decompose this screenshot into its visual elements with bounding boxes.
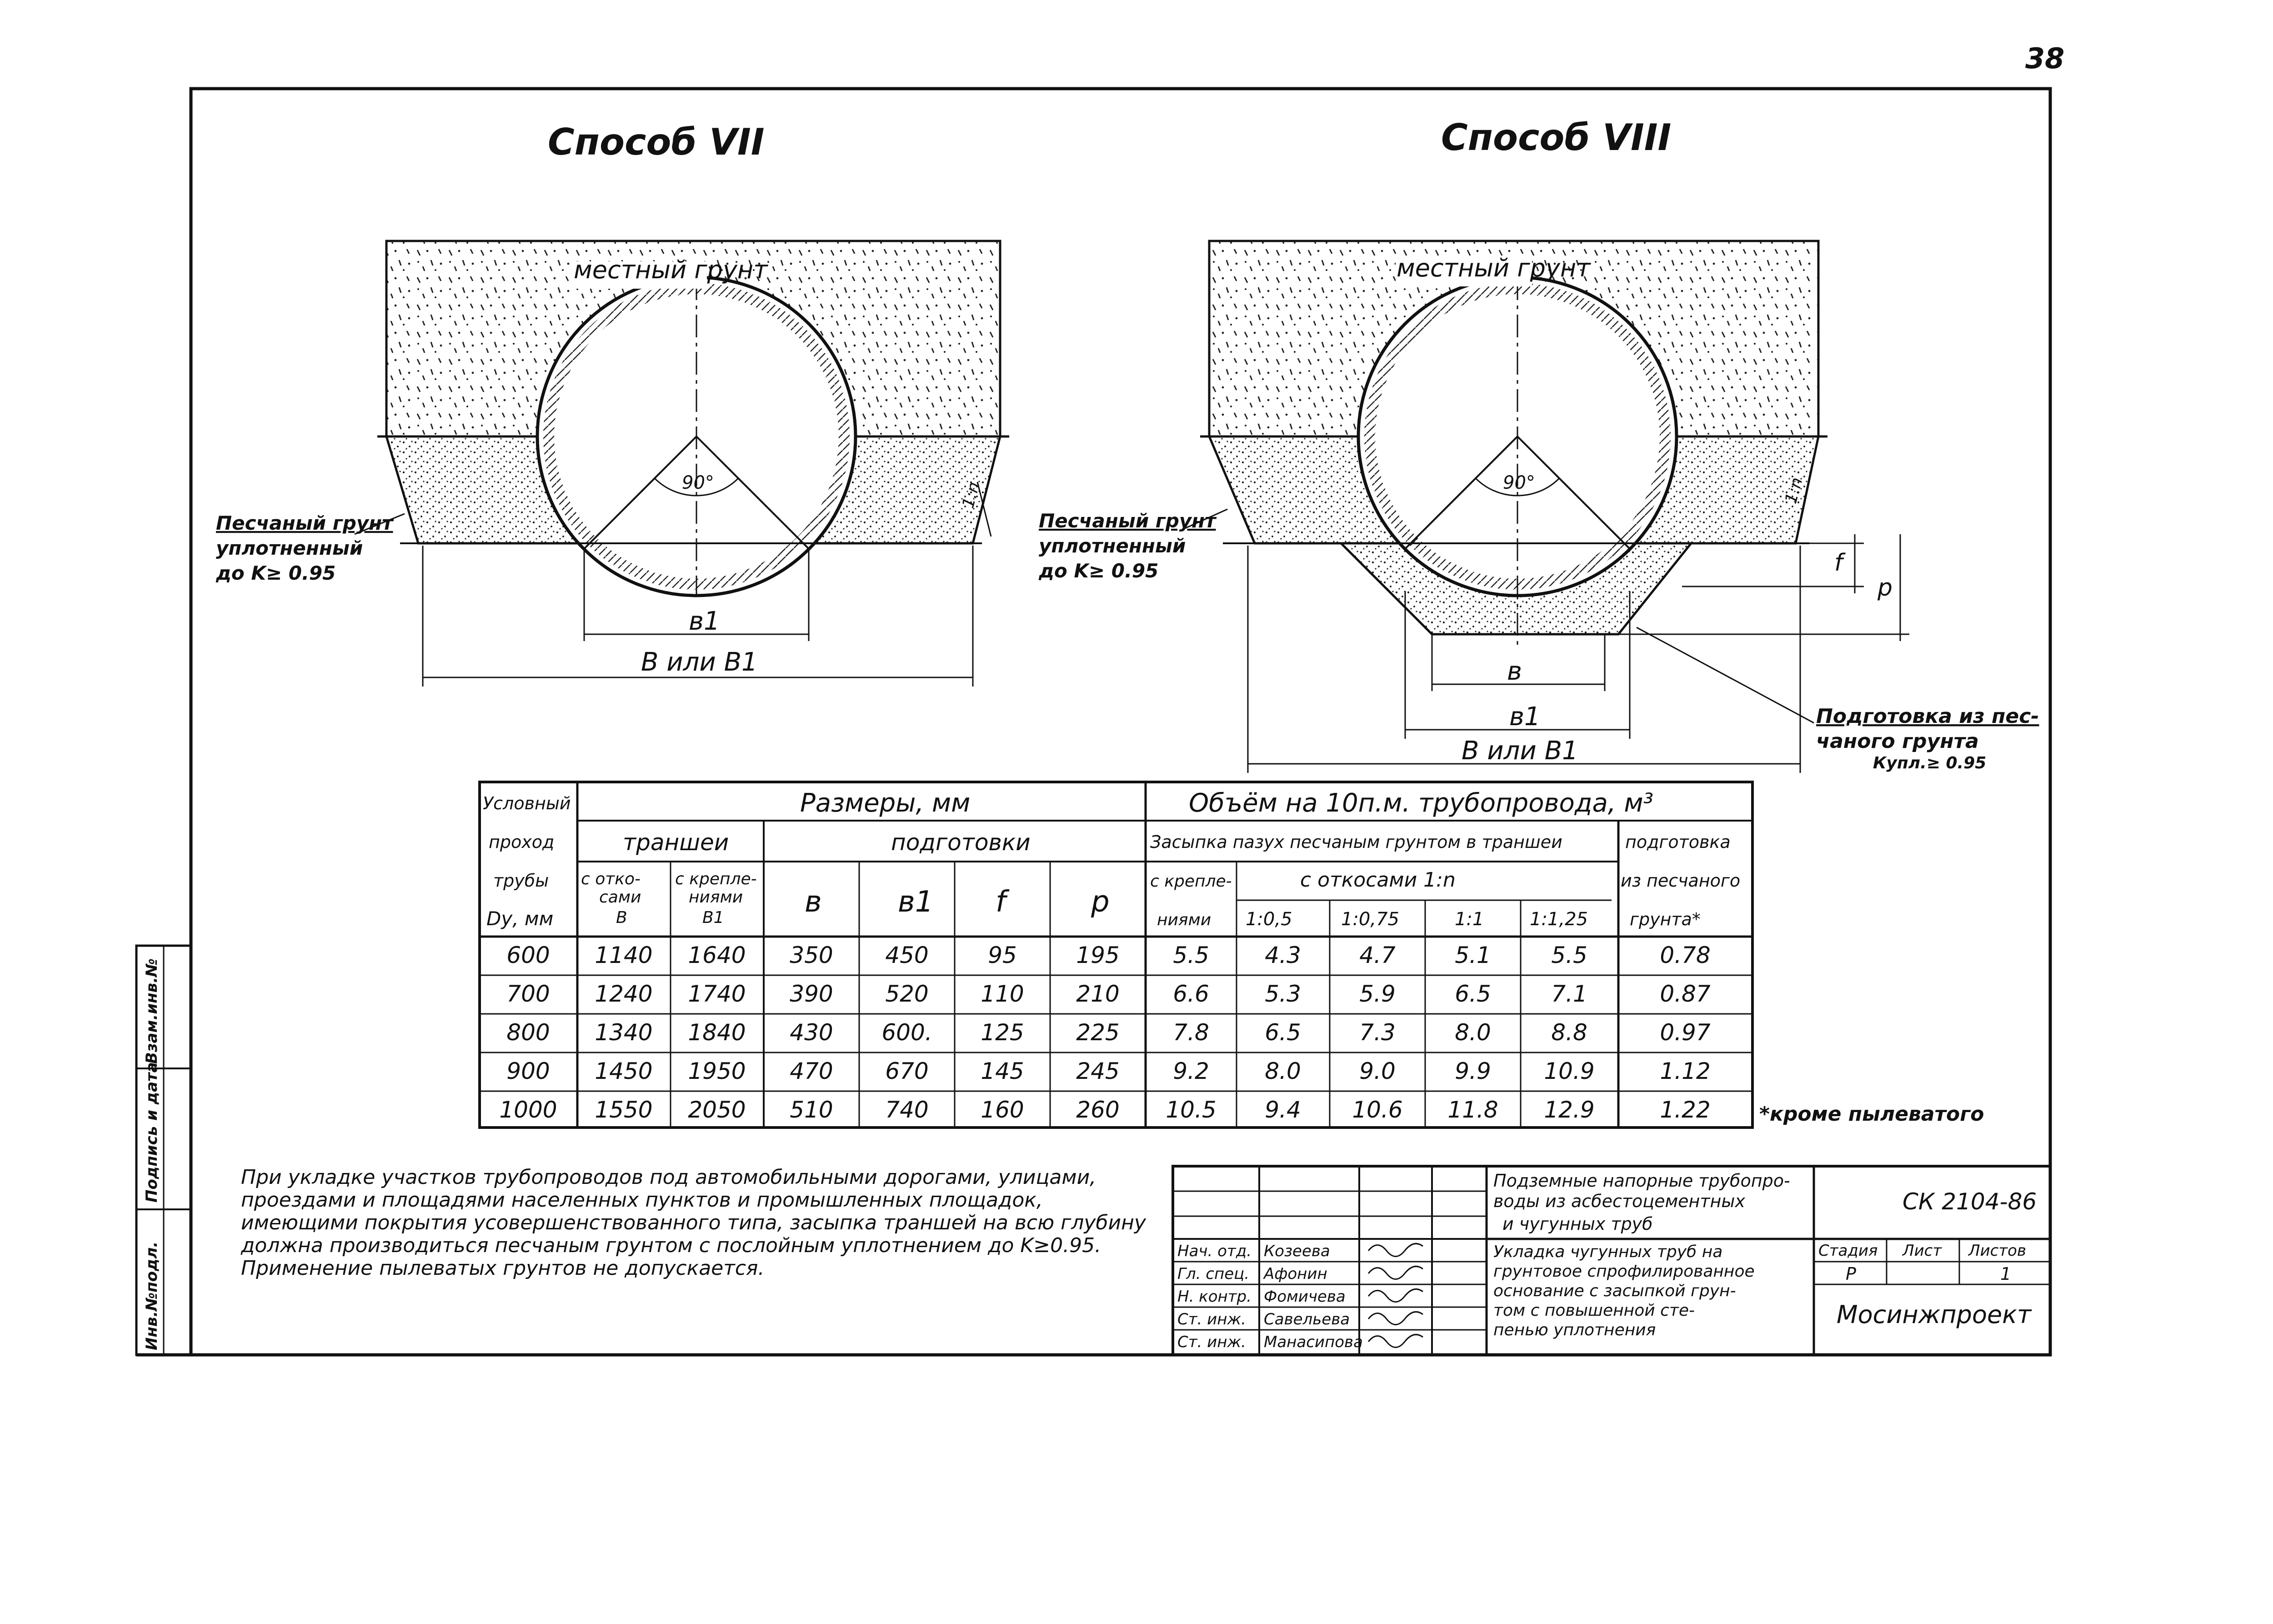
prep-label-3: Купл.≥ 0.95	[1873, 754, 1987, 772]
th-prepvol-2: из песчаного	[1621, 871, 1741, 891]
tb-role: Ст. инж.	[1177, 1310, 1246, 1328]
table-footnote: *кроме пылеватого	[1759, 1103, 1984, 1126]
th-backfill: Засыпка пазух песчаным грунтом в траншеи	[1150, 832, 1562, 852]
table-cell: 4.7	[1359, 942, 1396, 968]
table-cell: 1.12	[1660, 1058, 1711, 1084]
tb-desc-2: грунтовое спрофилированное	[1493, 1262, 1755, 1281]
table-cell: 6.6	[1173, 981, 1209, 1007]
table-cell: 6.5	[1455, 981, 1491, 1007]
table-cell: 9.4	[1265, 1097, 1301, 1123]
tb-code: СК 2104-86	[1903, 1188, 2037, 1215]
table-cell: 1000	[499, 1097, 557, 1123]
local-soil-label-2: местный грунт	[1397, 254, 1591, 282]
local-soil-label: местный грунт	[574, 256, 768, 284]
table-cell: 12.9	[1544, 1097, 1595, 1123]
installation-note: При укладке участков трубопроводов под автомобильными дорогами, улицами, проездами и площадями населенных пунктов и промышленных площадок, имеющими покрытия усовершенствованного типа, засыпка траншей на всю глубину должна производиться песчаным грунтом с послойным уплотнением до K≥0.95. Применение пылеватых грунтов не допускается.	[241, 1166, 1146, 1280]
table-cell: 670	[885, 1058, 929, 1084]
th-with-slopes: с откосами 1:n	[1300, 868, 1456, 892]
table-cell: 1450	[595, 1058, 653, 1084]
tb-sheets: 1	[2000, 1264, 2012, 1284]
table-cell: 2050	[688, 1097, 746, 1123]
tb-signature	[1368, 1334, 1423, 1347]
tb-name: Савельева	[1264, 1310, 1350, 1328]
tb-stage-label: Стадия	[1818, 1242, 1878, 1260]
table-cell: 520	[885, 981, 929, 1007]
th-s4: 1:1,25	[1530, 909, 1588, 930]
table-cell: 9.0	[1359, 1058, 1396, 1084]
dim-f: f	[1834, 549, 1843, 576]
table-cell: 9.2	[1173, 1058, 1209, 1084]
th-prep: подготовки	[891, 829, 1031, 856]
table-cell: 195	[1076, 942, 1120, 968]
sand-label-4: Песчаный грунт	[1039, 510, 1216, 532]
tb-role: Нач. отд.	[1177, 1242, 1252, 1260]
slope-label: 1:n	[959, 480, 984, 511]
dim-b-2: в	[1507, 657, 1522, 686]
th-cond-2: проход	[489, 832, 555, 852]
table-cell: 350	[790, 942, 833, 968]
table-cell: 0.87	[1660, 981, 1711, 1007]
prep-label-2: чаного грунта	[1816, 730, 1979, 753]
table-cell: 600.	[881, 1019, 932, 1046]
method-8-title: Способ VIII	[1441, 116, 1672, 159]
th-p: p	[1091, 885, 1110, 919]
dim-B-2: B или B1	[1462, 736, 1578, 766]
table-cell: 245	[1076, 1058, 1120, 1084]
table-body	[499, 942, 1710, 1123]
table-cell: 10.9	[1544, 1058, 1595, 1084]
table-cell: 4.3	[1265, 942, 1301, 968]
th-prepvol-3: грунта*	[1630, 909, 1701, 929]
tb-desc-1: Укладка чугунных труб на	[1493, 1243, 1723, 1261]
th-trench: траншеи	[623, 829, 729, 856]
table-cell: 160	[981, 1097, 1024, 1123]
tb-signature	[1368, 1312, 1423, 1324]
tb-name: Козеева	[1264, 1242, 1330, 1260]
th-cond-3: трубы	[493, 871, 549, 891]
tb-signature	[1368, 1266, 1423, 1279]
table-cell: 1950	[688, 1058, 746, 1084]
sand-label-1: Песчаный грунт	[216, 512, 393, 534]
th-cond-1: Условный	[483, 793, 571, 813]
tb-desc-4: том с повышенной сте-	[1493, 1301, 1695, 1320]
table-cell: 5.3	[1265, 981, 1301, 1007]
tb-signature	[1368, 1289, 1423, 1302]
dim-b1: в1	[689, 606, 720, 636]
tb-role: Гл. спец.	[1177, 1265, 1250, 1283]
angle-label: 90°	[682, 472, 714, 493]
stamp-original-no: Инв.№подл.	[143, 1241, 161, 1350]
th-f: f	[996, 885, 1006, 919]
table-cell: 110	[981, 981, 1024, 1007]
table-cell: 11.8	[1447, 1097, 1498, 1123]
table-cell: 8.8	[1551, 1019, 1587, 1046]
th-b: в	[805, 885, 822, 919]
sand-label-5: уплотненный	[1039, 535, 1186, 557]
table-cell: 7.1	[1551, 981, 1587, 1007]
table-cell: 900	[506, 1058, 550, 1084]
table-header	[483, 788, 1740, 930]
dim-b1-2: в1	[1509, 702, 1541, 732]
th-s2: 1:0,75	[1341, 909, 1399, 930]
table-cell: 1740	[688, 981, 746, 1007]
table-cell: 1140	[595, 942, 653, 968]
table-cell: 225	[1076, 1019, 1120, 1046]
table-cell: 450	[885, 942, 929, 968]
table-cell: 95	[988, 942, 1017, 968]
table-cell: 800	[506, 1019, 550, 1046]
stamp-replace-no: Взам.инв.№	[143, 958, 161, 1064]
table-cell: 210	[1076, 981, 1120, 1007]
tb-signature	[1368, 1243, 1423, 1256]
prep-label-1: Подготовка из пес-	[1816, 705, 2039, 728]
th-slopes-2: сами	[599, 888, 641, 907]
table-cell: 5.5	[1551, 942, 1587, 968]
tb-desc-3: основание с засыпкой грун-	[1493, 1282, 1736, 1300]
page-number: 38	[2025, 42, 2065, 75]
method-8-diagram	[1038, 116, 2039, 773]
tb-org: Мосинжпроект	[1837, 1300, 2032, 1329]
th-slopes-3: B	[616, 908, 627, 927]
th-slopes-1: с отко-	[581, 870, 641, 888]
th-fixed-2: ниями	[1157, 911, 1212, 929]
tb-stage: Р	[1846, 1264, 1856, 1284]
th-s3: 1:1	[1455, 909, 1484, 930]
th-fixed-1: с крепле-	[1150, 872, 1232, 891]
table-cell: 5.9	[1359, 981, 1396, 1007]
table-cell: 1240	[595, 981, 653, 1007]
table-cell: 0.78	[1660, 942, 1711, 968]
table-cell: 470	[790, 1058, 833, 1084]
th-b1: в1	[898, 885, 934, 919]
tb-name: Афонин	[1264, 1265, 1327, 1283]
table-cell: 510	[790, 1097, 833, 1123]
sand-label-6: до K≥ 0.95	[1039, 560, 1159, 582]
table-cell: 5.5	[1173, 942, 1209, 968]
table-cell: 8.0	[1455, 1019, 1491, 1046]
table-cell: 0.97	[1660, 1019, 1711, 1046]
table-cell: 1640	[688, 942, 746, 968]
table-cell: 7.8	[1173, 1019, 1209, 1046]
stamp-signature-date: Подпись и дата	[143, 1062, 161, 1203]
table-cell: 145	[981, 1058, 1024, 1084]
table-cell: 5.1	[1455, 942, 1491, 968]
tb-desc-5: пенью уплотнения	[1493, 1321, 1656, 1339]
th-cond-4: Dу, мм	[486, 907, 554, 930]
angle-label-2: 90°	[1503, 472, 1535, 493]
tb-sheets-label: Листов	[1968, 1242, 2027, 1260]
tb-title-2: воды из асбестоцементных	[1493, 1191, 1745, 1211]
table-cell: 8.0	[1265, 1058, 1301, 1084]
table-cell: 10.5	[1166, 1097, 1217, 1123]
table-cell: 1.22	[1660, 1097, 1711, 1123]
slope-label-2: 1:n	[1782, 475, 1807, 506]
th-fix-2: ниями	[689, 888, 743, 907]
method-7-title: Способ VII	[548, 121, 765, 163]
tb-title-3: и чугунных труб	[1502, 1214, 1653, 1234]
tb-role: Ст. инж.	[1177, 1333, 1246, 1351]
table-cell: 700	[506, 981, 550, 1007]
tb-title-1: Подземные напорные трубопро-	[1493, 1171, 1790, 1191]
table-cell: 10.6	[1352, 1097, 1403, 1123]
tb-role: Н. контр.	[1177, 1288, 1252, 1306]
table-cell: 1550	[595, 1097, 653, 1123]
dim-B: B или B1	[641, 647, 758, 677]
table-cell: 125	[981, 1019, 1024, 1046]
table-cell: 430	[790, 1019, 833, 1046]
th-sizes: Размеры, мм	[800, 788, 971, 818]
table-cell: 6.5	[1265, 1019, 1301, 1046]
tb-sheet-label: Лист	[1903, 1242, 1942, 1260]
th-s1: 1:0,5	[1246, 909, 1292, 930]
table-cell: 7.3	[1359, 1019, 1396, 1046]
table-cell: 1840	[688, 1019, 746, 1046]
table-cell: 600	[506, 942, 550, 968]
th-volume: Объём на 10п.м. трубопровода, м³	[1189, 788, 1654, 818]
th-fix-1: с крепле-	[675, 870, 757, 888]
th-prepvol-1: подготовка	[1625, 832, 1731, 852]
method-7-diagram	[215, 121, 1009, 687]
sand-label-2: уплотненный	[216, 537, 363, 559]
tb-name: Фомичева	[1264, 1288, 1346, 1306]
table-cell: 740	[885, 1097, 929, 1123]
table-cell: 260	[1076, 1097, 1120, 1123]
tb-name: Манасипова	[1264, 1333, 1363, 1351]
table-cell: 9.9	[1455, 1058, 1491, 1084]
th-fix-3: B1	[702, 908, 724, 927]
table-cell: 390	[790, 981, 833, 1007]
dim-p: p	[1877, 574, 1893, 601]
title-block-people	[1177, 1242, 1423, 1351]
sand-label-3: до K≥ 0.95	[216, 562, 336, 584]
table-cell: 1340	[595, 1019, 653, 1046]
